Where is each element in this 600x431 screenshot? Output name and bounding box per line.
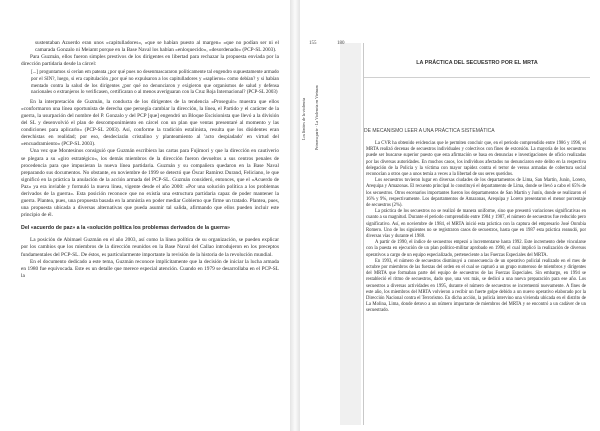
- box-paragraph: La CVR ha obtenido evidencias que le permiten concluir que, en el periodo comprendido entre 1986 y 1996, el MRTA realizó decenas de secuestros individuales y colectivos con fines de extorsión. La mayoría de los secuestros puede ser buscarse superior puesto que esta afirmación se basa en denuncias e investigaciones de oficio realizadas por las diversas autoridades. En muchos casos, los individuos afectados no denunciaron este delito en la respectiva delegación de la Policía y la víctima con mayor rapidez contra el terror de versus armadas de cobertura social reconocían a otros que a unos temía a veces a la libertad de sus seres queridos.: [366, 141, 586, 178]
- page-number-right: 180: [337, 41, 345, 46]
- body-paragraph: Para Guzmán, ellos fueron simples prestivos de los dirigentes en libertad para rechazar la propuesta enviada por la dirección partidaria desde la cárcel:: [21, 54, 279, 68]
- box-divider: [364, 77, 590, 78]
- box-paragraph: A partir de 1990, el índice de secuestros empezó a incrementarse hasta 1992. Este incremento debe vincularse con la puesta en ejecución de un plan político-militar aprobado en 1990, el cual implicó la realización de diversos operativos a cargo de un equipo especializado, perteneciente a las Fuerzas Especiales del MRTA.: [366, 240, 586, 258]
- block-quote: [...] proguntamos si cerían em pateata ¿por qué pues no desenmascararon políticamente tal engendro supuestamente armado por el SIN?, luego, si era capitulación ¿por qué no expulsaron a los capitulladores y «saplieros» como debían? y si habían mentado contra la salud de los dirigentes ¿por qué no denunciaron y exigieron que organismos de salud y defensa nacionales o extranjeros lo verificasen, certificaran o al menos averiguaran con la Cruz Roja Internacional? (PCP-SL 2003): [31, 70, 279, 96]
- box-title: LA PRÁCTICA DEL SECUESTRO POR EL MRTA: [416, 60, 538, 66]
- insert-box: [363, 43, 590, 425]
- body-paragraph: Una vez que Montesinos consiguió que Guzmán escribiera las cartas para Fujimori y que la dirección en cautiverio se plegara a su «giro estratégico», los demás miembros de la dirección fueron devueltos a sus centros penales de procedencia para que impusieran la nueva línea partidaria. Guzmán y su compañera quedaron en la Base Naval preparando sus documentos. No obstante, en noviembre de 1999 se detectó que Óscar Ramírez Durand, Feliciano, le que significó en la práctica la anulación de la acción armada del PCP-SL. Guzmán consideró, entonces, que el «Acuerdo de Paz» ya era inviable y formuló la nueva línea, vigente desde el año 2000: «Por una solución política a los problemas derivados de la guerra». Esta posición reconoce que no existía una estructura partidaria capaz de poder mantener la guerra. Plantea, pues, una propuesta basada en la amnistía en poder mediar Gobierno que firme un tratado. Plantea, pues, una propuesta ubicada a diversas alternativas que pueda asumir tal salida, afirmando que ellos pueden incluir este principio de él.: [21, 148, 279, 219]
- running-header-vertical-2: Primera parte · La Violencia en Vietnam: [314, 85, 319, 150]
- left-page: [0, 0, 290, 431]
- page-number-left: 155: [309, 41, 317, 46]
- sidebar-gutter: [340, 43, 361, 425]
- box-paragraph: La práctica de los secuestros no se realizó de manera uniforme, sino que presentó variaciones significativas en cuanto a su magnitud. Durante el periodo comprendido entre 1984 y 1987, el número de secuestros fue reducido pero significativo. Así, en noviembre de 1984, el MRTA inició esta práctica con la captura del empresario José Onrubia Romero. Uno de los siguientes no se registraron casos de secuestros, hasta que en 1987 esta práctica reanudó, por diversas vías y durante el 1988.: [366, 209, 586, 240]
- box-subtitle: DE MECANISMO LEER A UNA PRÁCTICA SISTEMÁTICA: [364, 128, 495, 134]
- section-heading: Del «acuerdo de paz» a la «solución política los problemas derivados de la guerra»: [21, 225, 231, 232]
- body-paragraph: La posición de Abimael Guzmán en el año 2003, así como la línea política de su organización, se pueden explicar por los cambios que los miembros de la dirección reunidos en la Base Naval del Callao introdujeron en los preceptos fundamentales del PCP-SL. De éstos, es particularmente importante la revisión de la historia de la revolución mundial.: [21, 237, 279, 258]
- body-paragraph: En el documento dedicado a este tema, Guzmán reconoce implícitamente que la decisión de iniciar la lucha armada en 1980 fue equivocada. Este es un detalle que merece especial atención. Cuando en 1979 se desarrollaba en el PCP-SL la: [21, 258, 279, 279]
- box-body: [366, 141, 586, 315]
- box-paragraph: En 1993, el número de secuestros disminuyó a consecuencia de un operativo policial realizado en el mes de octubre por miembros de las fuerzas del orden en el cual se capturó a un grupo numeroso de miembros y dirigentes del MRTA que formaban parte del equipo de secuestros de las Fuerzas Especiales. Sin embargo, en 1994 se restableció el ritmo de secuestros, dado que, una vez más, se dedicó a una nueva preparación para ese año. Los secuestros a diversas actividades en 1995, durante el número de secuestros se incrementó nuevamente. A fines de este año, los miembros del MRTA volvieron a recibir un fuerte golpe debido a un nuevo operativo elaborado por la Dirección Nacional contra el Terrorismo. En dicha acción, la policía intervino una vivienda ubicada en el distrito de La Molina, Lima, donde detuvo a un número importante de miembros del MRTA y se encontró a un cadáver de un secuestrado.: [366, 258, 586, 314]
- hanging-paragraph: sustentaban Azuerdo eran unos «capitulladores», «que se habían puesto al margen» «que no podían ser ni el camarada Gonzalo ni Meiamt porque en la Base Naval los habían «enloquecido», «desordenado» (PCP-SL 2003).: [35, 40, 279, 54]
- box-paragraph: Los secuestros tuvieron lugar en diversas ciudades de los departamentos de Lima, San Martín, Junín, Loreto, Arequipa y Amazonas. El recuento principal lo constituyó el departamento de Lima, donde se llevó a cabo el 65% de los secuestros. Otros escenarios importantes fueron los departamentos de San Martín y Junín, donde se realizaron el 16% y 9%, respectivamente. Los departamentos de Amazonas, Arequipa y Loreto presentaron el menor porcentaje de secuestros (2%).: [366, 178, 586, 209]
- running-header-vertical: Los límites de la violencia: [301, 97, 306, 140]
- body-paragraph: En la interpretación de Guzmán, la conducta de los dirigentes de la tendencia «Proseguir» muestra que ellos «conformaron una línea oportunista de derecha que persegía cambiar la dirección, la línea, el Partido y el carácter de la guerra, la usurpación del nombre del P. Gonzalo y del PCP [que] engendró un Bloque Escisionista que llevó a la división del SL y desenvolvió el plan de descomponimiento en cárcel con un plan que ventas presentaré al momento y las condiciones para aplicarlo» (PCP-SL 2003). Así, conforme la tradición estalinista, resulta que los disidentes eran derechistas en realidad; por eso, desdeciarán cristalino y planteamiento al 'acto despiadado' en virtud del «encuadramiento» (PCP-SL 2003).: [21, 98, 279, 148]
- left-text-column: [21, 40, 279, 280]
- book-spine: [290, 0, 300, 431]
